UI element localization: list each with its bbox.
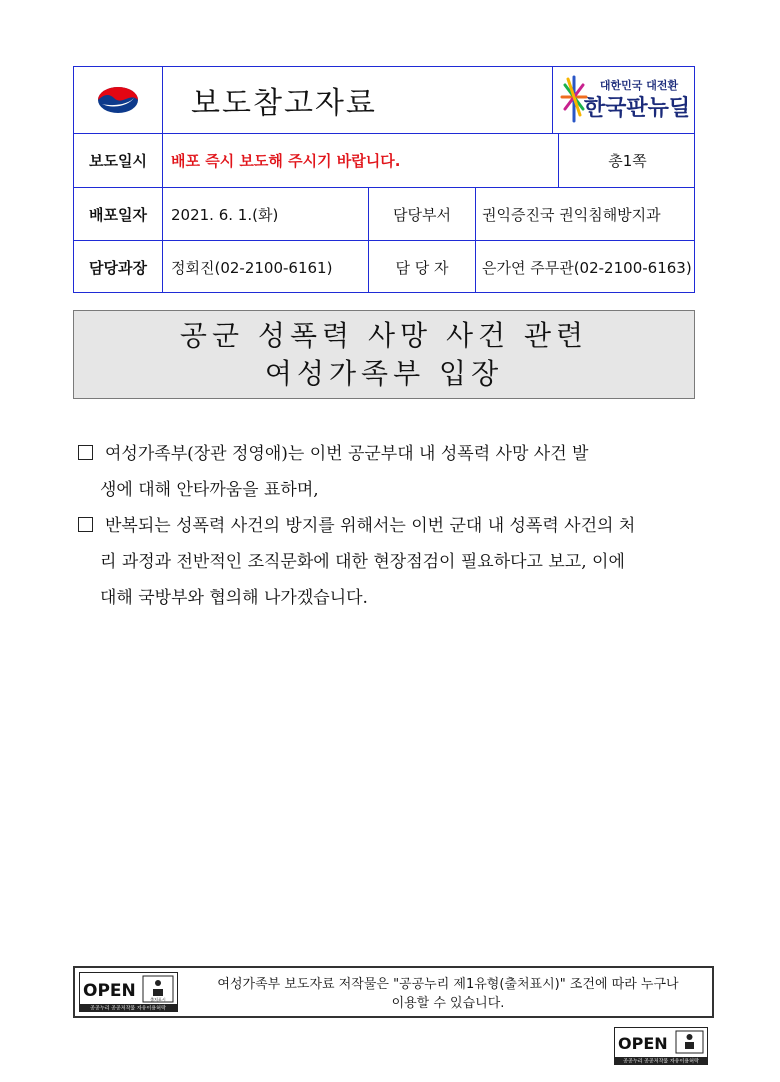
license-text-line-1: 여성가족부 보도자료 저작물은 "공공누리 제1유형(출처표시)" 조건에 따라 누구나 (217, 977, 679, 992)
paragraph-2-line-3: 대해 국방부와 협의해 나가겠습니다. (100, 588, 368, 608)
paragraph-2-line-1: 반복되는 성폭력 사건의 방지를 위해서는 이번 군대 내 성폭력 사건의 처 (105, 516, 636, 536)
svg-text:OPEN: OPEN (83, 981, 136, 1001)
paragraph-1-line-2: 생에 대해 안타까움을 표하며, (100, 480, 319, 500)
headline-line-1: 공군 성폭력 사망 사건 관련 (179, 319, 589, 352)
new-deal-top-text: 대한민국 대전환 (599, 79, 678, 92)
svg-text:공공누리 공공저작물 자유이용허락: 공공누리 공공저작물 자유이용허락 (90, 1005, 166, 1012)
license-text (183, 975, 713, 1013)
paragraph-2-line-2: 리 과정과 전반적인 조직문화에 대한 현장점검이 필요하다고 보고, 이에 (100, 552, 625, 572)
new-deal-main-text: 한국판뉴딜 (583, 96, 690, 121)
department-value: 권익증진국 권익침해방지과 (475, 188, 696, 240)
svg-text:출처표시: 출처표시 (150, 997, 166, 1002)
contact-person-value: 은가연 주무관(02-2100-6163) (475, 241, 696, 293)
headline-box (73, 310, 695, 399)
paragraph-1 (78, 436, 710, 508)
checkbox-bullet-icon (78, 445, 93, 460)
svg-text:OPEN: OPEN (618, 1034, 668, 1053)
contact-row (74, 241, 694, 293)
doc-type-title: 보도참고자료 (162, 67, 552, 133)
header-table (73, 66, 695, 293)
header-title-row (74, 67, 694, 134)
distribution-date-value: 2021. 6. 1.(화) (162, 188, 368, 240)
release-date-label: 보도일시 (89, 152, 147, 170)
director-label: 담당과장 (89, 258, 147, 277)
open-license-small-logo (614, 1027, 708, 1065)
department-label: 담당부서 (368, 188, 475, 240)
open-license-logo (79, 972, 178, 1012)
paragraph-2 (78, 508, 710, 616)
release-date-row (74, 134, 694, 188)
release-date-value: 배포 즉시 보도해 주시기 바랍니다. (162, 134, 558, 187)
korean-new-deal-logo (552, 67, 696, 133)
svg-text:공공누리 공공저작물 자유이용허락: 공공누리 공공저작물 자유이용허락 (623, 1058, 699, 1065)
distribution-date-label: 배포일자 (89, 205, 147, 224)
license-text-line-2: 이용할 수 있습니다. (391, 996, 505, 1011)
checkbox-bullet-icon (78, 517, 93, 532)
contact-person-label: 담 당 자 (368, 241, 475, 293)
license-notice (73, 966, 714, 1018)
page-count: 총1쪽 (558, 134, 696, 187)
government-emblem-icon (74, 67, 162, 133)
distribution-row (74, 188, 694, 241)
paragraph-1-line-1: 여성가족부(장관 정영애)는 이번 공군부대 내 성폭력 사망 사건 발 (105, 444, 589, 464)
director-value: 정회진(02-2100-6161) (162, 241, 368, 293)
headline-line-2: 여성가족부 입장 (264, 357, 504, 390)
